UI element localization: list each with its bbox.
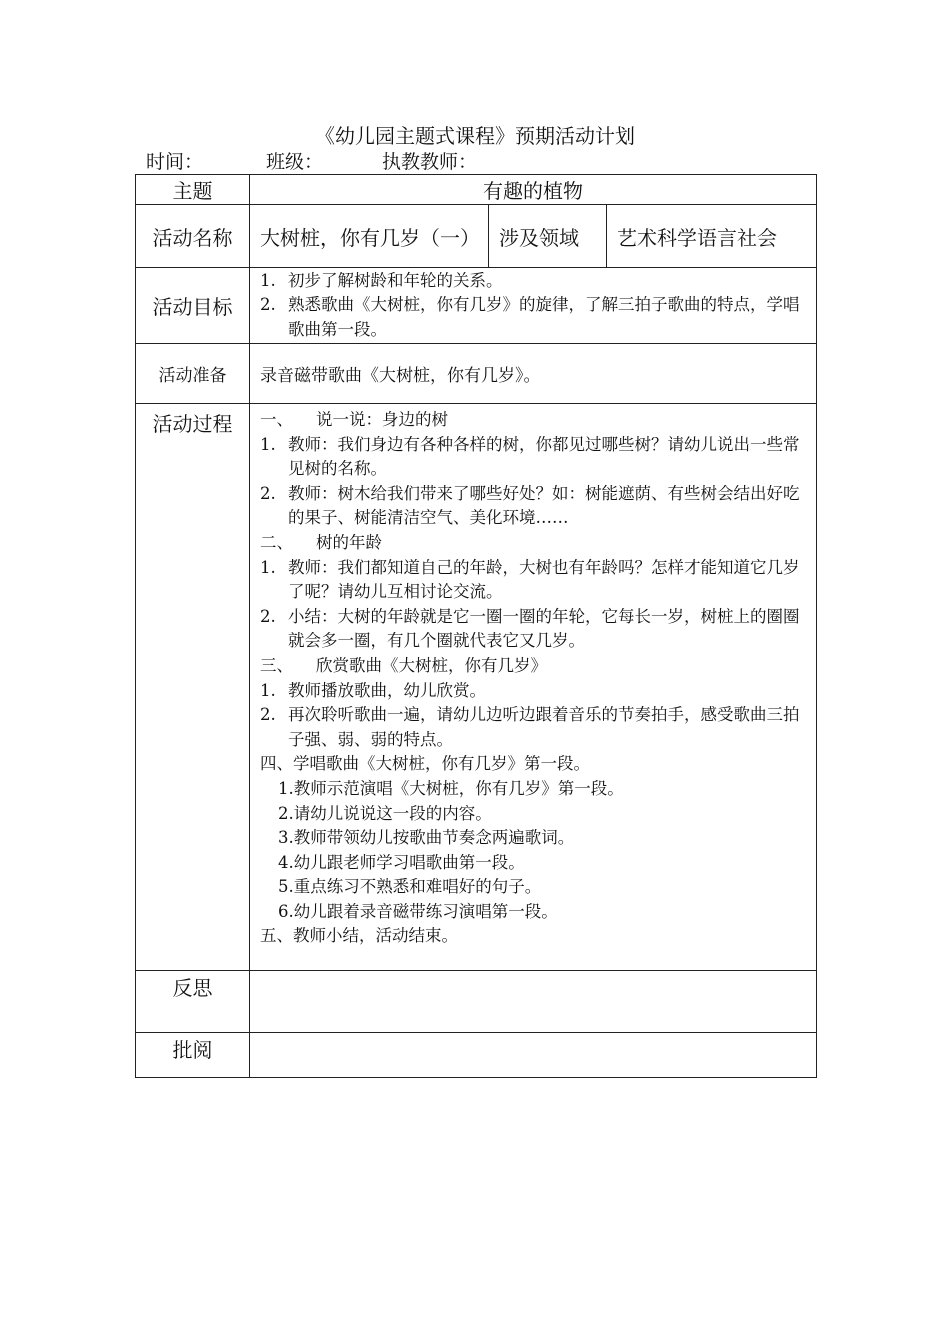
sub-item: 2.请幼儿说说这一段的内容。 (278, 803, 492, 823)
theme-value: 有趣的植物 (250, 175, 817, 205)
meta-line (146, 150, 477, 174)
reflection-label: 反思 (136, 971, 250, 1033)
review-value (250, 1033, 817, 1078)
reflection-value (250, 971, 817, 1033)
plan-table (135, 174, 817, 1078)
section-heading: 五、教师小结，活动结束。 (260, 926, 458, 946)
activity-name-label: 活动名称 (136, 205, 250, 268)
row-reflection (136, 971, 817, 1033)
sub-item: 6.幼儿跟着录音磁带练习演唱第一段。 (278, 901, 558, 921)
class-label: 班级： (266, 151, 324, 173)
time-label: 时间： (146, 151, 204, 173)
row-process (136, 404, 817, 971)
goal-item: 1. 初步了解树龄和年轮的关系。 (260, 270, 503, 290)
process-item: 2. 教师：树木给我们带来了哪些好处？如：树能遮荫、有些树会结出好吃的果子、树能清洁空气、美化环境…… (260, 483, 800, 528)
process-item: 2. 小结：大树的年龄就是它一圈一圈的年轮，它每长一岁，树桩上的圈圈就会多一圈，有几个圈就代表它又几岁。 (260, 606, 800, 651)
section-heading: 四、学唱歌曲《大树桩，你有几岁》第一段。 (260, 754, 590, 774)
row-goals (136, 268, 817, 344)
teacher-label: 执教教师： (382, 151, 478, 173)
theme-label: 主题 (136, 175, 250, 205)
domain-value: 艺术科学语言社会 (607, 205, 817, 268)
review-label: 批阅 (136, 1033, 250, 1078)
row-theme (136, 175, 817, 205)
process-item: 2. 再次聆听歌曲一遍，请幼儿边听边跟着音乐的节奏拍手，感受歌曲三拍子强、弱、弱的特点。 (260, 705, 800, 749)
section-heading: 一、 说一说：身边的树 (260, 410, 448, 429)
process-label: 活动过程 (136, 404, 250, 971)
domain-label: 涉及领域 (489, 205, 607, 268)
sub-item: 1.教师示范演唱《大树桩，你有几岁》第一段。 (278, 778, 624, 798)
sub-item: 5.重点练习不熟悉和难唱好的句子。 (278, 877, 542, 897)
goals-list (250, 268, 817, 344)
section-heading: 三、 欣赏歌曲《大树桩，你有几岁》 (260, 655, 547, 675)
goal-item: 2. 熟悉歌曲《大树桩，你有几岁》的旋律，了解三拍子歌曲的特点，学唱歌曲第一段。 (260, 295, 800, 339)
section-heading: 二、 树的年龄 (260, 532, 382, 552)
sub-item: 3.教师带领幼儿按歌曲节奏念两遍歌词。 (278, 828, 575, 848)
row-activity-name (136, 205, 817, 268)
process-item: 1. 教师：我们身边有各种各样的树，你都见过哪些树？请幼儿说出一些常见树的名称。 (260, 434, 800, 479)
row-preparation (136, 344, 817, 404)
preparation-value: 录音磁带歌曲《大树桩，你有几岁》。 (250, 344, 817, 404)
process-item: 1. 教师播放歌曲，幼儿欣赏。 (260, 680, 486, 700)
document-title: 《幼儿园主题式课程》预期活动计划 (315, 124, 635, 148)
process-content (250, 404, 817, 971)
sub-item: 4.幼儿跟老师学习唱歌曲第一段。 (278, 852, 525, 872)
process-item: 1. 教师：我们都知道自己的年龄，大树也有年龄吗？怎样才能知道它几岁了呢？请幼儿互相讨论交流。 (260, 557, 800, 602)
activity-name-value: 大树桩，你有几岁（一） (250, 205, 489, 268)
goals-label: 活动目标 (136, 268, 250, 344)
preparation-label: 活动准备 (136, 344, 250, 404)
row-review (136, 1033, 817, 1078)
